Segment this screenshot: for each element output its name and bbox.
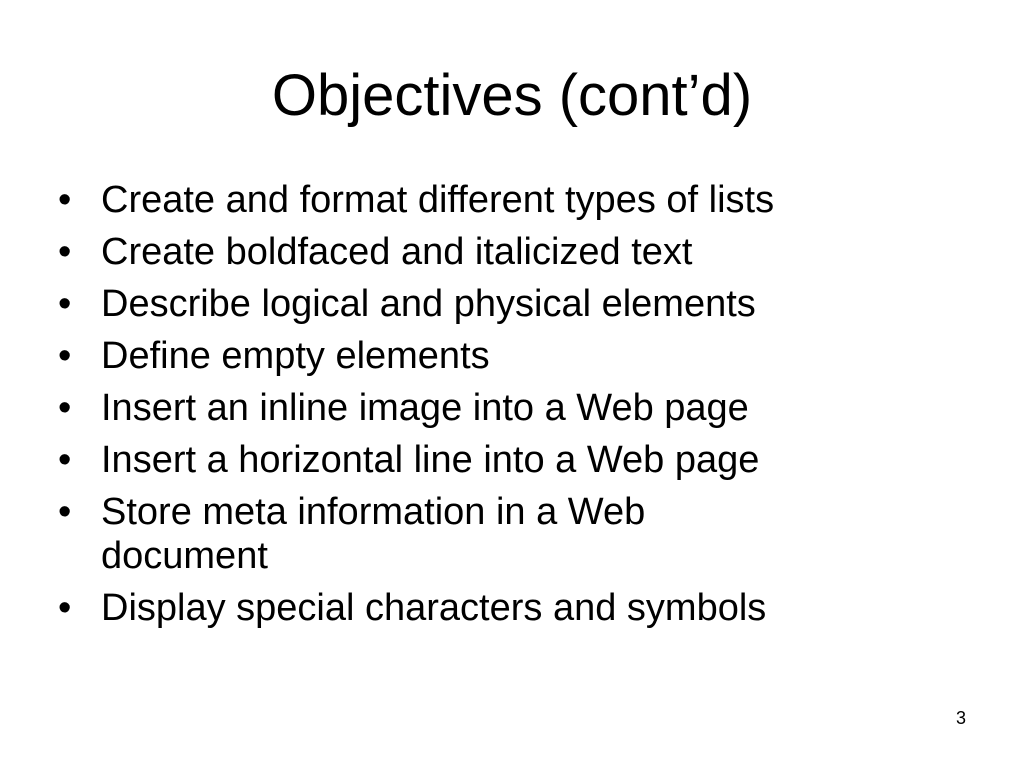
bullet-item	[58, 334, 958, 378]
bullet-text: Describe logical and physical elements	[101, 283, 756, 325]
bullet-item	[58, 178, 958, 222]
bullet-item	[58, 282, 958, 326]
bullet-icon: •	[58, 283, 72, 325]
bullet-item	[58, 490, 801, 578]
bullet-icon: •	[58, 231, 72, 273]
bullet-text: Store meta information in a Web document	[101, 491, 646, 577]
bullet-text: Insert an inline image into a Web page	[101, 387, 749, 429]
bullet-icon: •	[58, 335, 72, 377]
bullet-icon: •	[58, 387, 72, 429]
bullet-item	[58, 586, 958, 630]
bullet-icon: •	[58, 491, 72, 533]
bullet-icon: •	[58, 179, 72, 221]
bullet-text: Display special characters and symbols	[101, 587, 767, 629]
bullet-text: Insert a horizontal line into a Web page	[101, 439, 760, 481]
bullet-item	[58, 438, 958, 482]
bullet-text: Define empty elements	[101, 335, 490, 377]
bullet-item	[58, 230, 958, 274]
bullet-icon: •	[58, 587, 72, 629]
bullet-text: Create boldfaced and italicized text	[101, 231, 693, 273]
slide-title: Objectives (cont’d)	[271, 63, 753, 128]
bullet-icon: •	[58, 439, 72, 481]
bullet-list	[58, 178, 958, 638]
bullet-item	[58, 386, 958, 430]
bullet-text: Create and format different types of lists	[101, 179, 775, 221]
page-number: 3	[955, 708, 966, 728]
